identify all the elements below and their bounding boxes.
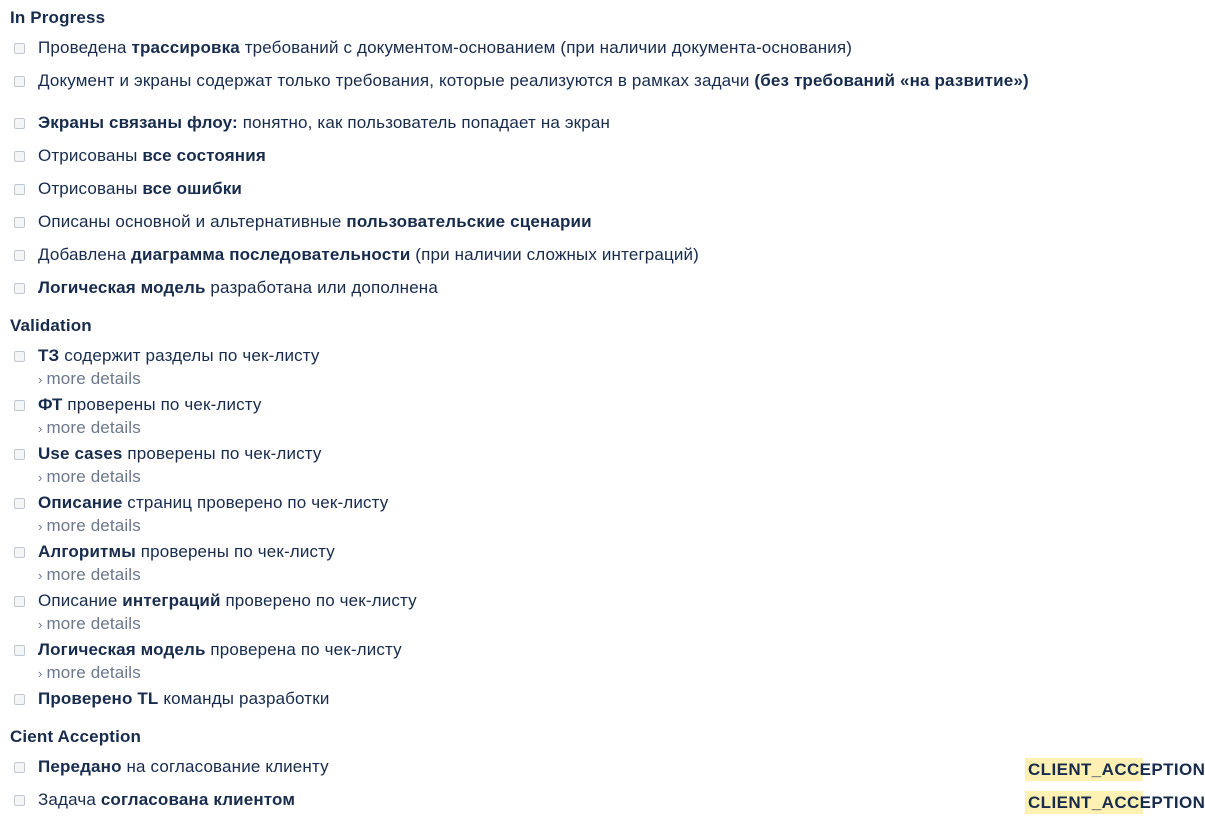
chevron-right-icon: › bbox=[38, 519, 43, 534]
checkbox[interactable] bbox=[14, 283, 25, 294]
checklist-item-text: Алгоритмы проверены по чек-листу bbox=[38, 542, 335, 561]
chevron-right-icon: › bbox=[38, 666, 43, 681]
more-details-link[interactable]: › more details bbox=[38, 663, 141, 682]
more-details-link[interactable]: › more details bbox=[38, 418, 141, 437]
section-title-in-progress: In Progress bbox=[10, 8, 106, 27]
checkbox[interactable] bbox=[14, 795, 25, 806]
more-details-link[interactable]: › more details bbox=[38, 369, 141, 388]
checklist-item-text: Добавлена диаграмма последовательности (при наличии сложных интеграций) bbox=[38, 245, 699, 264]
checklist-item-text: Документ и экраны содержат только требования, которые реализуются в рамках задачи (без требований «на развитие») bbox=[38, 71, 1029, 90]
more-details-link[interactable]: › more details bbox=[38, 614, 141, 633]
checkbox[interactable] bbox=[14, 217, 25, 228]
checklist-item-text: Отрисованы все состояния bbox=[38, 146, 266, 165]
checklist-item-text: Отрисованы все ошибки bbox=[38, 179, 243, 198]
checklist-item-text: Логическая модель разработана или дополнена bbox=[38, 278, 438, 297]
checkbox[interactable] bbox=[14, 250, 25, 261]
checklist-item-text: ФТ проверены по чек-листу bbox=[38, 395, 262, 414]
section-title-validation: Validation bbox=[10, 316, 92, 335]
chevron-right-icon: › bbox=[38, 421, 43, 436]
checkbox[interactable] bbox=[14, 596, 25, 607]
status-tag: CLIENT_ACCEPTION bbox=[1025, 791, 1143, 814]
checkbox[interactable] bbox=[14, 694, 25, 705]
checklist-item-text: Экраны связаны флоу: понятно, как пользователь попадает на экран bbox=[38, 113, 611, 132]
checkbox[interactable] bbox=[14, 547, 25, 558]
checklist-item-text: Логическая модель проверена по чек-листу bbox=[38, 640, 402, 659]
checkbox[interactable] bbox=[14, 762, 25, 773]
checklist-item-text: Описание страниц проверено по чек-листу bbox=[38, 493, 389, 512]
checklist-item-text: Проведена трассировка требований с документом-основанием (при наличии документа-основания) bbox=[38, 38, 853, 57]
checkbox[interactable] bbox=[14, 76, 25, 87]
chevron-right-icon: › bbox=[38, 617, 43, 632]
checklist-item-text: Use cases проверены по чек-листу bbox=[38, 444, 322, 463]
checkbox[interactable] bbox=[14, 151, 25, 162]
checkbox[interactable] bbox=[14, 184, 25, 195]
checkbox[interactable] bbox=[14, 118, 25, 129]
checkbox[interactable] bbox=[14, 645, 25, 656]
checklist-item-text: Задача согласована клиентом bbox=[38, 790, 296, 809]
more-details-link[interactable]: › more details bbox=[38, 565, 141, 584]
chevron-right-icon: › bbox=[38, 568, 43, 583]
chevron-right-icon: › bbox=[38, 470, 43, 485]
status-tag: CLIENT_ACCEPTION bbox=[1025, 758, 1143, 781]
checklist-item-text: Описание интеграций проверено по чек-листу bbox=[38, 591, 417, 610]
chevron-right-icon: › bbox=[38, 372, 43, 387]
more-details-link[interactable]: › more details bbox=[38, 516, 141, 535]
checklist-item-text: ТЗ содержит разделы по чек-листу bbox=[38, 346, 320, 365]
checkbox[interactable] bbox=[14, 43, 25, 54]
checklist-item-text: Описаны основной и альтернативные пользовательские сценарии bbox=[38, 212, 592, 231]
checkbox[interactable] bbox=[14, 351, 25, 362]
checklist-item-text: Передано на согласование клиенту bbox=[38, 757, 329, 776]
checkbox[interactable] bbox=[14, 449, 25, 460]
checkbox[interactable] bbox=[14, 400, 25, 411]
checkbox[interactable] bbox=[14, 498, 25, 509]
checklist-item-text: Проверено TL команды разработки bbox=[38, 689, 330, 708]
more-details-link[interactable]: › more details bbox=[38, 467, 141, 486]
section-title-client-acception: Cient Acception bbox=[10, 727, 142, 746]
